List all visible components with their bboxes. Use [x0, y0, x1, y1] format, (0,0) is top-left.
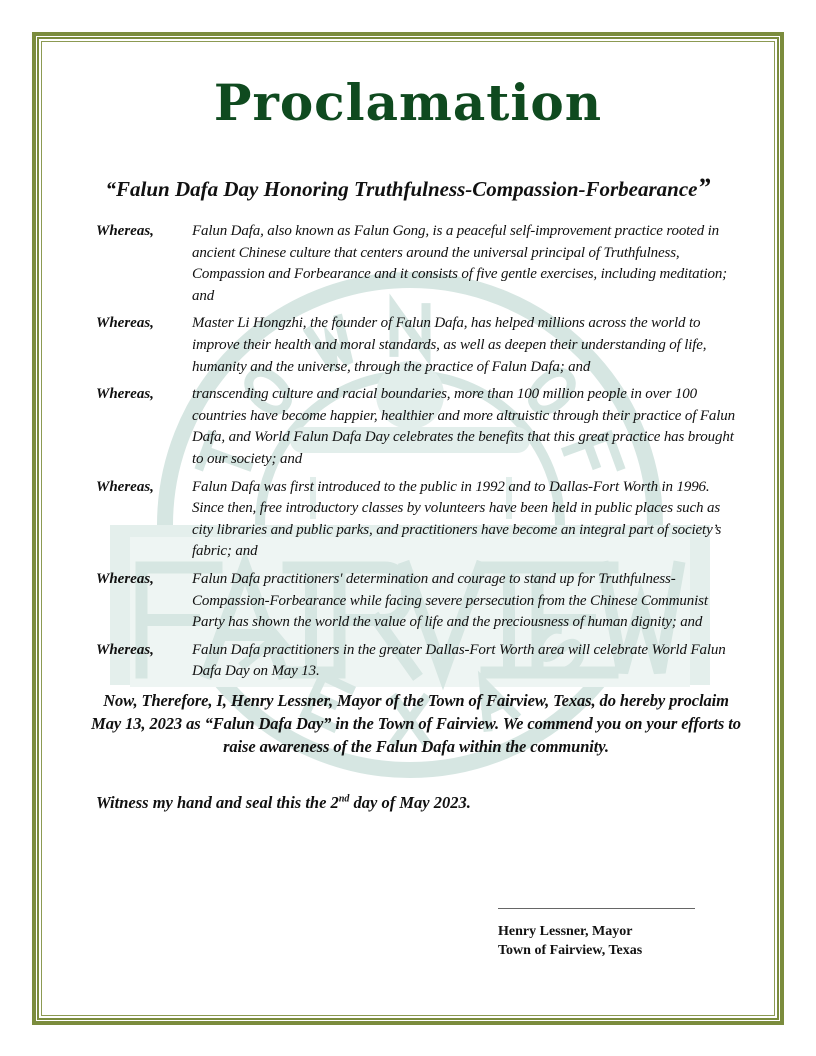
whereas-clause: [96, 477, 736, 563]
whereas-label: Whereas,: [96, 478, 154, 495]
proclamation-body: [91, 221, 741, 814]
whereas-label: Whereas,: [96, 223, 154, 239]
whereas-text: Falun Dafa, also known as Falun Gong, is a peaceful self-improvement practice rooted in ancient Chinese culture that centers around the universal principal of Truthfulness, Compassion and Forbearance and it consists of five gentle exercises, including meditation; and: [192, 223, 728, 304]
whereas-text: Falun Dafa practitioners in the greater Dallas-Fort Worth area will celebrate World Falun Dafa Day on May 13.: [192, 641, 726, 680]
witness-ordinal-suffix: nd: [338, 793, 350, 805]
signatory-town: Town of Fairview, Texas: [498, 943, 643, 958]
document-title: Proclamation: [213, 73, 603, 132]
whereas-label: Whereas,: [96, 315, 154, 332]
signatory-name: Henry Lessner, Mayor: [498, 924, 633, 939]
witness-suffix: day of May 2023.: [349, 792, 471, 812]
witness-statement: [96, 792, 736, 814]
whereas-label: Whereas,: [96, 386, 154, 403]
subtitle-open-quote: “: [105, 177, 116, 201]
signature-block: [498, 908, 708, 960]
whereas-clause: [96, 640, 736, 683]
witness-prefix: Witness my hand and seal this the 2: [96, 792, 339, 812]
whereas-clause: [96, 384, 736, 470]
whereas-clause: [96, 221, 736, 307]
whereas-clause: [96, 569, 736, 634]
whereas-clause: [96, 313, 736, 378]
whereas-text: Master Li Hongzhi, the founder of Falun Dafa, has helped millions across the world to improve their health and moral standards, as well as deepen their understanding of life, humanity and the universe, through the practice of Falun Dafa; and: [192, 315, 707, 375]
signature-line: [498, 908, 695, 909]
whereas-text: Falun Dafa practitioners' determination and courage to stand up for Truthfulness-Compassion-Forbearance while facing severe persecution from the Chinese Communist Party has shown the world the value of life and the preciousness of human dignity; and: [192, 570, 708, 631]
document-subtitle: [60, 174, 756, 203]
now-therefore-paragraph: Now, Therefore, I, Henry Lessner, Mayor of the Town of Fairview, Texas, do hereby proclaim May 13, 2023 as “Falun Dafa Day” in the Town of Fairview. We commend you on your efforts to raise awareness of the Falun Dafa within the community.: [91, 690, 741, 756]
whereas-label: Whereas,: [96, 570, 154, 587]
whereas-label: Whereas,: [96, 641, 154, 658]
whereas-text: transcending culture and racial boundaries, more than 100 million people in over 100 countries have become happier, healthier and more altruistic through their practice of Falun Dafa, and World Falun Dafa Day celebrates the benefits that this great practice has brought to our society; and: [192, 386, 735, 467]
subtitle-text: Falun Dafa Day Honoring Truthfulness-Compassion-Forbearance: [116, 177, 698, 201]
subtitle-close-quote: ”: [697, 173, 711, 202]
whereas-text: Falun Dafa was first introduced to the public in 1992 and to Dallas-Fort Worth in 1996. Since then, free introductory classes by volunteers have been held in public places such as city libraries and public parks, and practitioners have become an integral part of society’s fabric; and: [192, 478, 722, 560]
